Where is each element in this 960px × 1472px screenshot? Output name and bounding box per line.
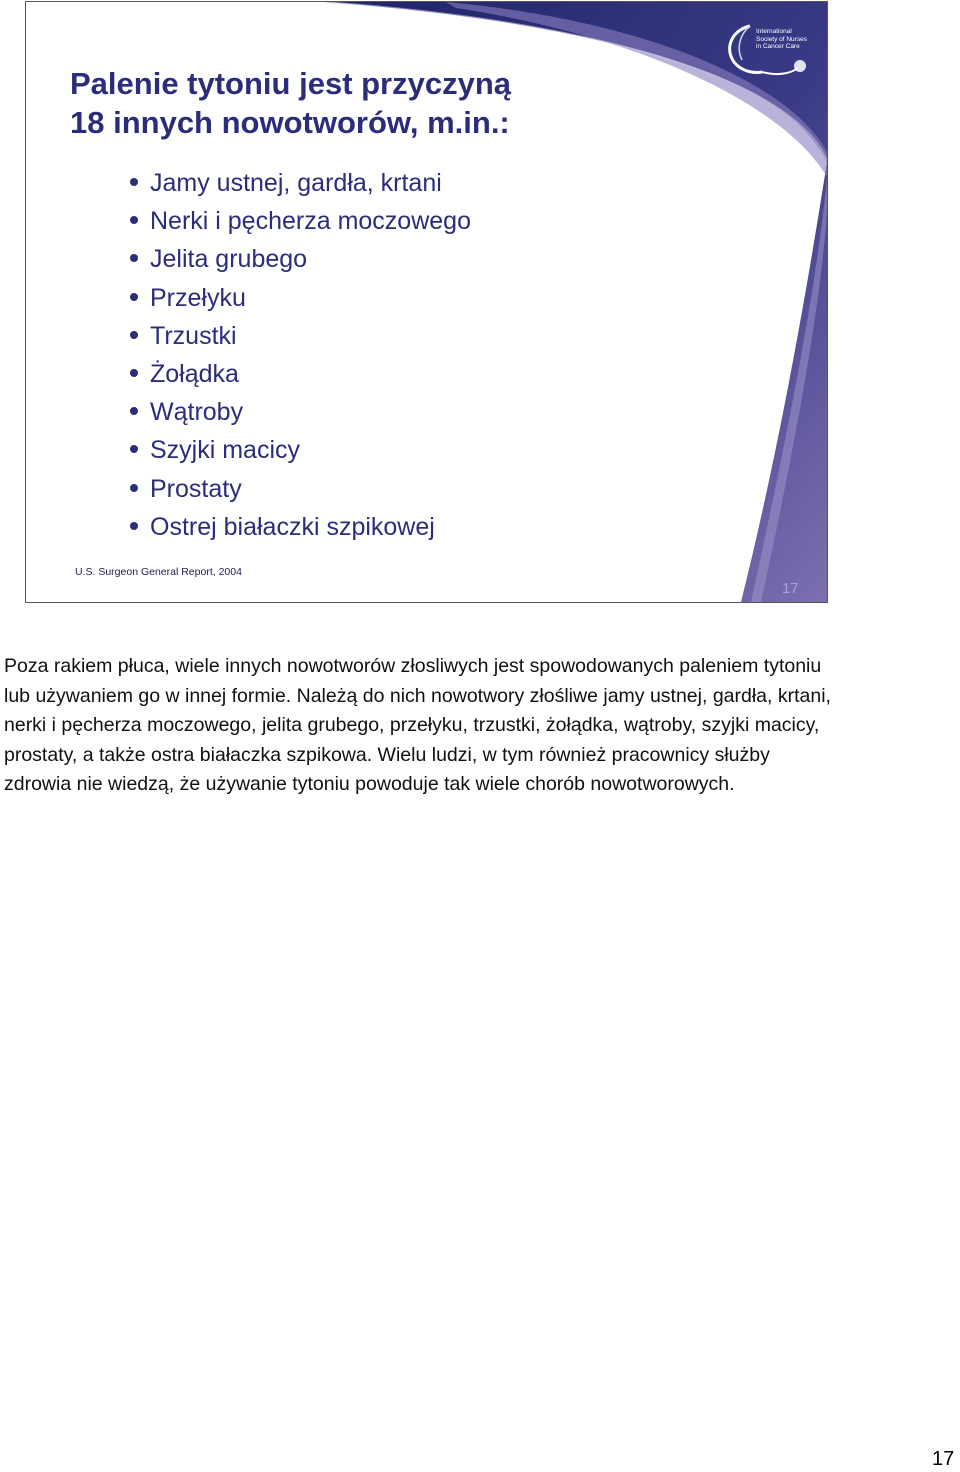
bullet-item xyxy=(128,279,471,317)
bullet-item xyxy=(128,431,471,469)
bullet-text: Przełyku xyxy=(150,283,246,312)
bullet-item xyxy=(128,470,471,508)
bullet-item xyxy=(128,393,471,431)
bullet-dot-icon xyxy=(130,369,138,377)
bullet-item xyxy=(128,164,471,202)
logo-text xyxy=(756,28,816,51)
bullet-dot-icon xyxy=(130,331,138,339)
source-citation: U.S. Surgeon General Report, 2004 xyxy=(75,566,242,578)
slide xyxy=(25,1,828,603)
bullet-item xyxy=(128,355,471,393)
slide-number: 17 xyxy=(782,580,799,597)
bullet-text: Trzustki xyxy=(150,321,237,350)
bullet-item xyxy=(128,240,471,278)
bullet-dot-icon xyxy=(130,522,138,530)
slide-title-line-1: Palenie tytoniu jest przyczyną xyxy=(70,66,512,101)
bullet-text: Jelita grubego xyxy=(150,245,308,274)
bullet-dot-icon xyxy=(130,216,138,224)
page-number: 17 xyxy=(932,1448,955,1470)
bullet-text: Prostaty xyxy=(150,474,242,503)
bullet-dot-icon xyxy=(130,254,138,262)
logo-line-2: Society of Nurses xyxy=(756,35,807,43)
bullet-list xyxy=(128,164,471,546)
notes-paragraph: Poza rakiem płuca, wiele innych nowotworów złosliwych jest spowodowanych paleniem tytoniu lub używaniem go w innej formie. Należą do nich nowotwory złośliwe jamy ustnej, gardła, krtani, nerki i pęcherza moczowego, jelita grubego, przełyku, trzustki, żołądka, wątroby, szyjki macicy, prostaty, a także ostra białaczka szpikowa. Wielu ludzi, w tym również pracownicy służby zdrowia nie wiedzą, że używanie tytoniu powoduje tak wiele chorób nowotworowych. xyxy=(4,655,831,796)
bullet-item xyxy=(128,508,471,546)
bullet-item xyxy=(128,202,471,240)
bullet-text: Szyjki macicy xyxy=(150,436,301,465)
bullet-text: Żołądka xyxy=(150,360,239,389)
bullet-text: Ostrej białaczki szpikowej xyxy=(150,512,435,541)
bullet-dot-icon xyxy=(130,293,138,301)
slide-title xyxy=(70,64,670,142)
logo-line-1: International xyxy=(756,28,792,35)
bullet-dot-icon xyxy=(130,484,138,492)
bullet-item xyxy=(128,317,471,355)
slide-title-line-2: 18 innych nowotworów, m.in.: xyxy=(70,105,510,140)
bullet-dot-icon xyxy=(130,407,138,415)
logo-line-3: in Cancer Care xyxy=(756,43,800,50)
bullet-dot-icon xyxy=(130,445,138,453)
bullet-dot-icon xyxy=(130,178,138,186)
bullet-text: Jamy ustnej, gardła, krtani xyxy=(150,169,442,197)
bullet-text: Nerki i pęcherza moczowego xyxy=(150,207,471,236)
bullet-text: Wątroby xyxy=(150,398,244,427)
